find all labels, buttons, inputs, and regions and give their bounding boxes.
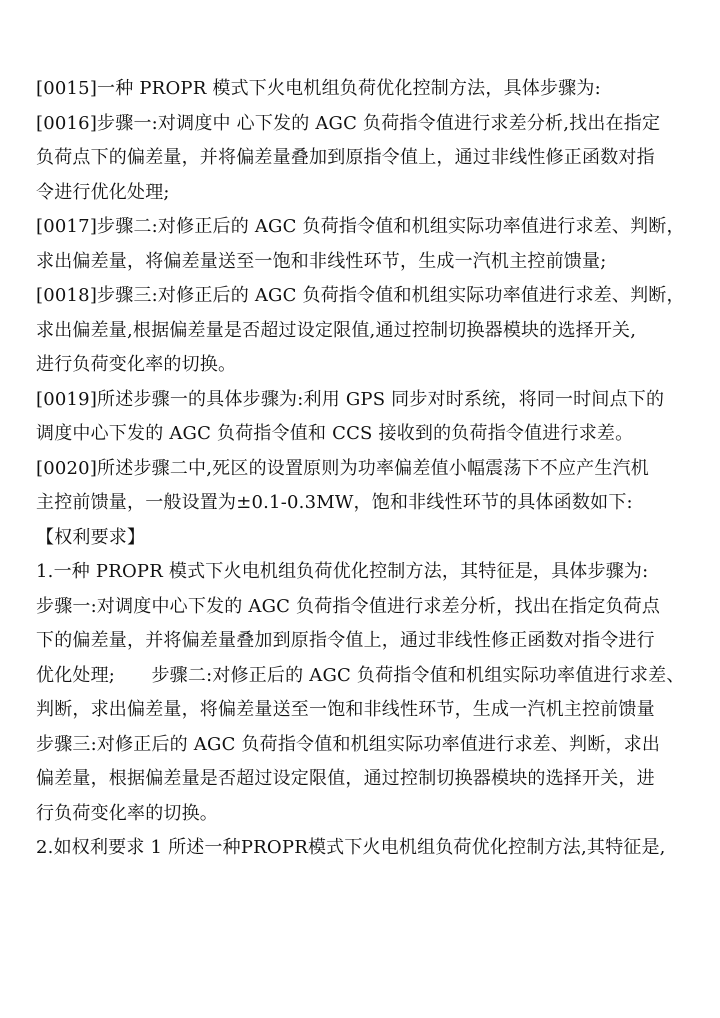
- text-line: 调度中心下发的 AGC 负荷指令值和 CCS 接收到的负荷指令值进行求差。: [36, 423, 634, 444]
- text-line: 步骤三:对修正后的 AGC 负荷指令值和机组实际功率值进行求差、判断，求出: [36, 733, 661, 755]
- text-line: [0019]所述步骤一的具体步骤为:利用 GPS 同步对时系统，将同一时间点下的: [36, 388, 665, 410]
- text-line: 步骤一:对调度中心下发的 AGC 负荷指令值进行求差分析，找出在指定负荷点: [36, 595, 661, 617]
- text-line: [0015]一种 PROPR 模式下火电机组负荷优化控制方法，具体步骤为:: [36, 78, 601, 99]
- section-heading: 【权利要求】: [36, 526, 146, 548]
- text-line: 求出偏差量,根据偏差量是否超过设定限值,通过控制切换器模块的选择开关,: [36, 319, 637, 341]
- text-line: 行负荷变化率的切换。: [36, 802, 218, 824]
- text-line: 2.如权利要求 1 所述一种PROPR模式下火电机组负荷优化控制方法,其特征是,: [36, 837, 666, 858]
- text-line: [0020]所述步骤二中,死区的设置原则为功率偏差值小幅震荡下不应产生汽机: [36, 457, 649, 479]
- text-line: [0016]步骤一:对调度中 心下发的 AGC 负荷指令值进行求差分析,找出在指定: [36, 112, 661, 134]
- text-line: 主控前馈量，一般设置为±0.1-0.3MW，饱和非线性环节的具体函数如下:: [36, 492, 633, 513]
- text-line: 负荷点下的偏差量，并将偏差量叠加到原指令值上，通过非线性修正函数对指: [36, 147, 655, 168]
- text-line: 优化处理; 步骤二:对修正后的 AGC 负荷指令值和机组实际功率值进行求差、: [36, 664, 685, 686]
- text-line: [0017]步骤二:对修正后的 AGC 负荷指令值和机组实际功率值进行求差、判断，: [36, 216, 685, 237]
- text-line: 1.一种 PROPR 模式下火电机组负荷优化控制方法，其特征是，具体步骤为:: [36, 561, 649, 582]
- text-line: 进行负荷变化率的切换。: [36, 354, 237, 375]
- document-body: [36, 72, 696, 866]
- text-line: 求出偏差量，将偏差量送至一饱和非线性环节，生成一汽机主控前馈量;: [36, 250, 607, 272]
- text-line: 令进行优化处理;: [36, 181, 170, 203]
- text-line: 判断，求出偏差量，将偏差量送至一饱和非线性环节，生成一汽机主控前馈量: [36, 699, 655, 720]
- text-line: 下的偏差量，并将偏差量叠加到原指令值上，通过非线性修正函数对指令进行: [36, 630, 655, 651]
- text-line: 偏差量，根据偏差量是否超过设定限值，通过控制切换器模块的选择开关，进: [36, 768, 655, 789]
- text-line: [0018]步骤三:对修正后的 AGC 负荷指令值和机组实际功率值进行求差、判断，: [36, 285, 685, 306]
